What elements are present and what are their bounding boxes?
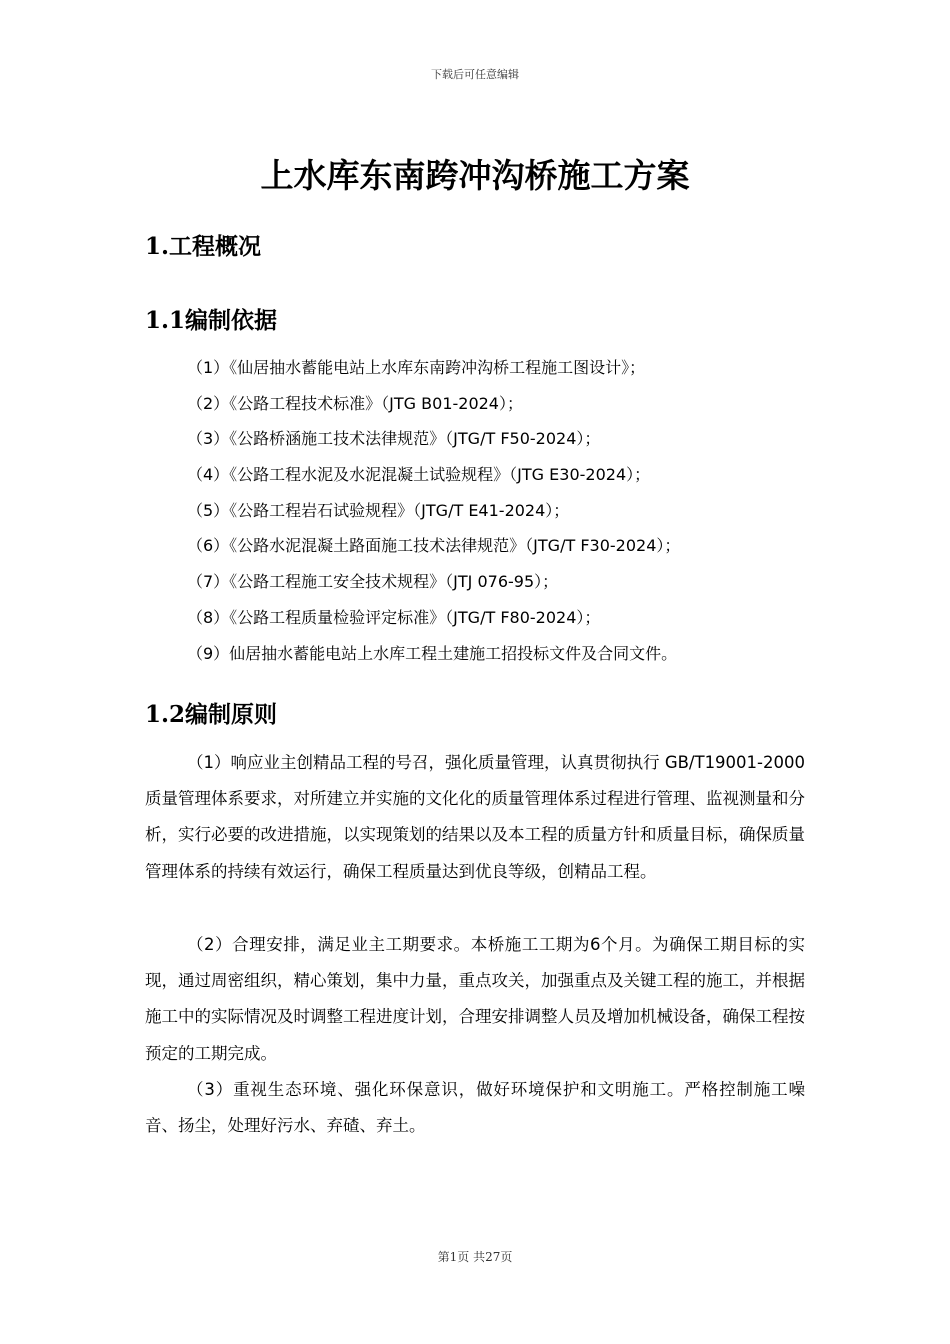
reference-item: （5）《公路工程岩石试验规程》（JTG/T E41-2024）；: [187, 500, 570, 520]
reference-item: （1）《仙居抽水蓄能电站上水库东南跨冲沟桥工程施工图设计》；: [187, 358, 646, 377]
principle-paragraph-2: （2）合理安排，满足业主工期要求。本桥施工工期为6个月。为确保工期目标的实现，通过周密组织，精心策划，集中力量，重点攻关，加强重点及关键工程的施工，并根据施工中的实际情况及时调整工程进度计划，合理安排调整人员及增加机械设备，确保工程按预定的工期完成。: [145, 935, 805, 1063]
principle-paragraph-1: （1）响应业主创精品工程的号召，强化质量管理，认真贯彻执行 GB/T19001-2000质量管理体系要求，对所建立并实施的文化化的质量管理体系过程进行管理、监视测量和分析，实行必要的改进措施，以实现策划的结果以及本工程的质量方针和质量目标，确保质量管理体系的持续有效运行，确保工程质量达到优良等级，创精品工程。: [145, 753, 805, 881]
reference-item: （3）《公路桥涵施工技术法律规范》（JTG/T F50-2024）；: [187, 429, 601, 449]
page-number: 第1页 共27页: [437, 1250, 513, 1264]
section-heading-overview: 1.工程概况: [145, 233, 262, 260]
reference-item: （8）《公路工程质量检验评定标准》（JTG/T F80-2024）；: [187, 607, 601, 627]
principle-paragraph-3: （3）重视生态环境、强化环保意识，做好环境保护和文明施工。严格控制施工噪音、扬尘，处理好污水、弃碴、弃土。: [145, 1080, 805, 1136]
reference-item: （9）仙居抽水蓄能电站上水库工程土建施工招投标文件及合同文件。: [187, 643, 678, 663]
reference-item: （4）《公路工程水泥及水泥混凝土试验规程》（JTG E30-2024）；: [187, 465, 651, 485]
reference-item: （6）《公路水泥混凝土路面施工技术法律规范》（JTG/T F30-2024）；: [187, 536, 681, 556]
reference-list: [187, 356, 680, 677]
reference-item: （2）《公路工程技术标准》（JTG B01-2024）；: [187, 393, 523, 413]
document-title: 上水库东南跨冲沟桥施工方案: [260, 156, 690, 195]
reference-item: （7）《公路工程施工安全技术规程》（JTJ 076-95）；: [187, 572, 559, 592]
header-note: 下载后可任意编辑: [431, 68, 519, 81]
section-heading-principles: 1.2编制原则: [145, 701, 278, 728]
section-heading-basis: 1.1编制依据: [145, 307, 278, 334]
